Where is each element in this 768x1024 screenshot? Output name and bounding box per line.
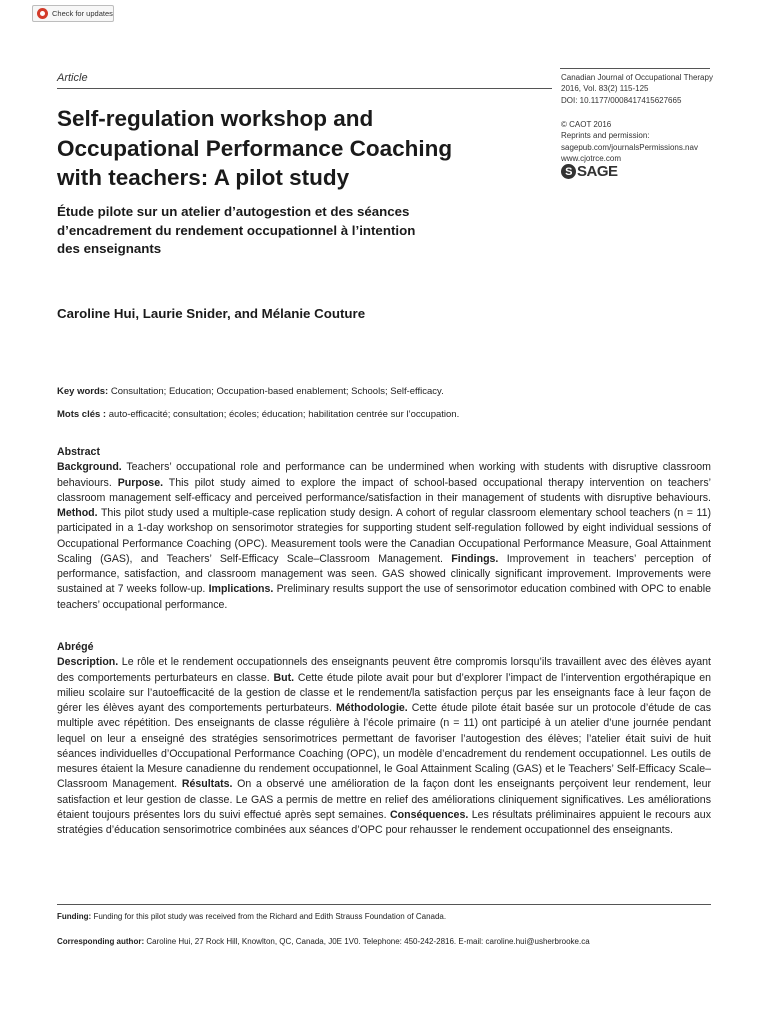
subtitle-line-2: d’encadrement du rendement occupationnel à l’intention (57, 222, 416, 238)
abrege-segment-text: Les résultats préliminaires appuient le recours aux stratégies d’éducation sensorimotrice combinées aux séances d’OPC pour rehausser le rendement occupationnel des enseignants. (57, 808, 711, 836)
title-line-3: with teachers: A pilot study (57, 165, 350, 190)
crossmark-icon (37, 8, 48, 19)
abstract-segment-label: Background. (57, 461, 122, 474)
funding-note (57, 912, 446, 921)
abrege-segment-text: On a observé une amélioration de la façon dont les enseignants perçoivent leur rendement, leur satisfaction et leur gestion de classe. Le GAS a permis de mettre en relief des améliorations cliniquement significatives. Les améliorations étaient toujours présentes lors du suivi effectué après sept semaines. (57, 778, 711, 821)
article-type-label: Article (57, 72, 88, 84)
mots-cles-text: auto-efficacité; consultation; écoles; éducation; habilitation centrée sur l’occupation. (108, 409, 460, 420)
funding-label: Funding: (57, 912, 92, 921)
permissions-link[interactable]: sagepub.com/journalsPermissions.nav (561, 142, 698, 152)
title-line-1: Self-regulation workshop and (57, 106, 374, 131)
sage-s-icon: S (561, 164, 576, 179)
abrege-segment-label: Conséquences. (389, 808, 469, 821)
abstract-segment-label: Method. (57, 507, 98, 519)
subtitle-line-3: des enseignants (57, 241, 162, 256)
mots-cles (57, 409, 459, 420)
abstract-segment-text: This pilot study used a multiple-case replication study design. A cohort of regular classroom elementary school teachers (n = 11) participated in a 1-day workshop on sensorimotor strategies for supporting student self-regulation followed by eight individual sessions of Occupational Performance Coaching (OPC). Measurement tools were the Canadian Occupational Performance Measure, Goal Attainment Scaling (GAS), and Teachers’ Self-Efficacy Scale–Classroom Management. (57, 507, 711, 565)
abstract-segment-label: Findings. (451, 552, 499, 565)
abrege-section (57, 640, 711, 838)
journal-name: Canadian Journal of Occupational Therapy (561, 73, 713, 82)
abstract-segment-text: Improvement in teachers’ perception of performance, satisfaction, and classroom management was seen. GAS showed clinically significant improvement. Improvements were sustained at 7 weeks follow-up. (57, 552, 711, 596)
abrege-segment-label: But. (273, 671, 295, 684)
abrege-segment-label: Résultats. (181, 778, 233, 791)
copyright-line: © CAOT 2016 (561, 120, 612, 129)
check-for-updates-button[interactable] (32, 5, 114, 22)
copyright-info (561, 119, 698, 164)
abstract-segment-text: Preliminary results support the use of sensorimotor education combined with OPC to enable teachers’ occupational performance. (57, 583, 712, 611)
mots-cles-label: Mots clés : (57, 409, 107, 420)
abstract-segment-label: Purpose. (117, 476, 164, 489)
keywords (57, 386, 444, 397)
abrege-segment-text: Cette étude pilote était basée sur un protocole d’étude de cas multiple avec répétition. Des enseignants de classe régulière à l’école primaire (n = 11) ont participé à un atelier d’une journée pendant lequel on leur a enseigné des stratégies sensorimotrices permettant de favoriser l’autogestion des élèves; l’atelier était suivi de huit séances individuelles d’Occupational Performance Coaching (OPC), un modèle d’encadrement du rendement occupationnel. Les outils de mesures étaient la Mesure canadienne du rendement occupationnel, le Goal Attainment Scaling (GAS) et le Teachers’ Self-Efficacy Scale–Classroom Management. (57, 702, 711, 791)
abstract-segment-text: Teachers’ occupational role and performance can be undermined when working with students with disruptive classroom behaviours. (57, 461, 711, 489)
footer-rule (57, 904, 711, 905)
abstract-section (57, 445, 711, 613)
journal-volume: 2016, Vol. 83(2) 115-125 (561, 84, 649, 94)
abstract-heading: Abstract (57, 446, 100, 458)
sage-logo (561, 163, 618, 180)
abrege-segment-label: Méthodologie. (335, 702, 408, 714)
corresponding-text[interactable]: Caroline Hui, 27 Rock Hill, Knowlton, QC, Canada, J0E 1V0. Telephone: 450-242-2816. E-mail: caroline.hui@usherbrooke.ca (146, 937, 590, 946)
header-rule-left (57, 88, 552, 89)
corresponding-label: Corresponding author: (57, 937, 145, 946)
journal-info (561, 72, 713, 106)
abrege-segment-label: Description. (57, 656, 119, 669)
header-rule-right (560, 68, 710, 69)
author-list: Caroline Hui, Laurie Snider, and Mélanie Couture (57, 306, 366, 321)
abrege-heading: Abrégé (57, 641, 94, 653)
keywords-label: Key words: (57, 386, 109, 397)
abstract-segment-label: Implications. (208, 583, 274, 596)
sage-logo-text: SAGE (577, 163, 618, 180)
journal-doi: DOI: 10.1177/0008417415627665 (561, 95, 682, 105)
abrege-segment-text: Cette étude pilote avait pour but d’explorer l’impact de l’intervention ergothérapique en milieu scolaire sur l’autoefficacité de la gestion de classe et le rendement/la satisfaction perçus par les enseignants face à leur façon de gérer les élèves ayant des comportements perturbateurs. (57, 671, 711, 714)
corresponding-author-note (57, 937, 590, 946)
check-for-updates-label: Check for updates (52, 9, 113, 18)
funding-text: Funding for this pilot study was received from the Richard and Edith Strauss Foundation of Canada. (93, 912, 447, 921)
article-subtitle-french (57, 203, 497, 259)
title-line-2: Occupational Performance Coaching (57, 135, 453, 161)
subtitle-line-1: Étude pilote sur un atelier d’autogestion et des séances (57, 204, 410, 219)
journal-website-link[interactable]: www.cjotrce.com (561, 153, 622, 163)
reprints-line: Reprints and permission: (561, 131, 650, 141)
keywords-text: Consultation; Education; Occupation-based enablement; Schools; Self-efficacy. (110, 386, 444, 397)
abrege-segment-text: Le rôle et le rendement occupationnels des enseignants peuvent être compromis lorsqu’ils travaillent avec des élèves ayant des comportements perturbateurs en classe. (57, 656, 711, 684)
article-title (57, 104, 537, 193)
abstract-segment-text: This pilot study aimed to explore the impact of school-based occupational therapy intervention on teachers’ classroom management self-efficacy and perceived performance/satisfaction in their management of students with disruptive behaviours. (57, 476, 711, 504)
